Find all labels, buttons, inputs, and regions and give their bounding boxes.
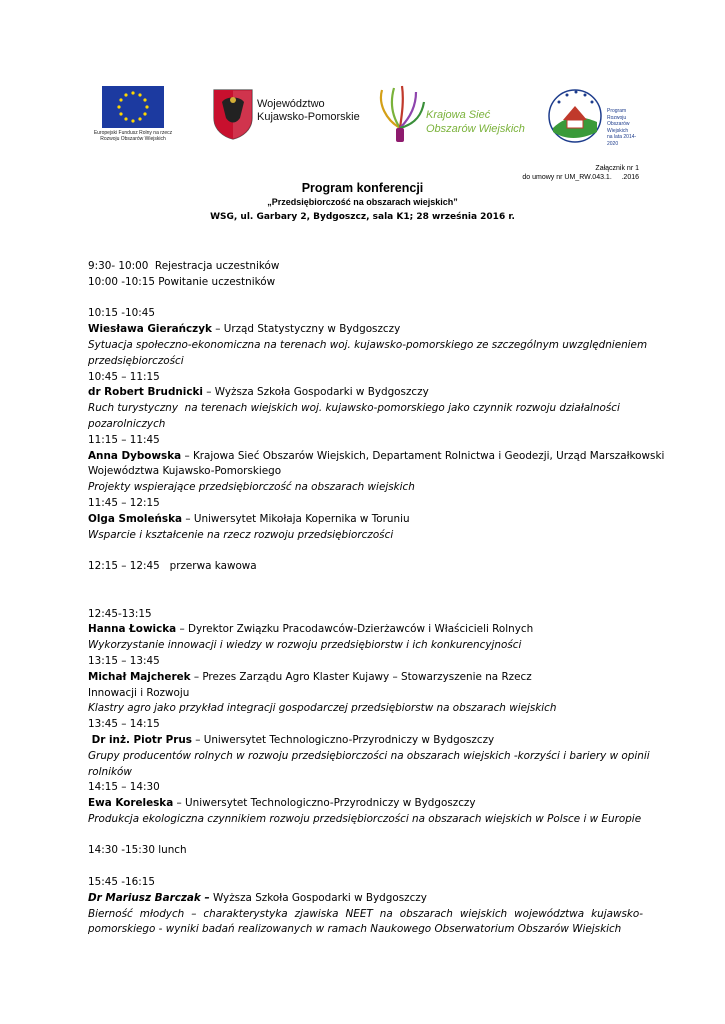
session-speaker-line [88, 449, 665, 465]
session-topic: Wsparcie i kształcenie na rzecz rozwoju przedsiębiorczości [88, 528, 394, 541]
speaker-affiliation: Wyższa Szkoła Gospodarki w Bydgoszczy [209, 891, 427, 904]
speaker-affiliation: – Uniwersytet Technologiczno-Przyrodniczy w Bydgoszczy [173, 797, 476, 810]
speaker-name: Hanna Łowicka [88, 623, 177, 636]
prow-emblem-icon [545, 86, 605, 144]
session-topic: Klastry agro jako przykład integracji gospodarczej przedsiębiorstw na obszarach wiejskich [88, 702, 557, 715]
ksow-name: Krajowa Sieć Obszarów Wiejskich [426, 109, 525, 135]
session-topic-cont: pomorskiego - wyniki badań realizowanych w ramach Naukowego Obserwatorium Obszarów Wiejskich [88, 923, 622, 936]
conference-subtitle: „Przedsiębiorczość na obszarach wiejskich” [267, 197, 458, 207]
session-topic: Ruch turystyczny na terenach wiejskich woj. kujawsko-pomorskiego jako czynnik rozwoju działalności [88, 402, 620, 415]
session-topic: Grupy producentów rolnych w rozwoju przedsiębiorczości na obszarach wiejskich -korzyści i bariery w opinii [88, 749, 650, 762]
session-topic-cont: rolników [88, 765, 132, 778]
session-time: 13:45 – 14:15 [88, 718, 160, 731]
eu-flag-icon [102, 86, 164, 128]
eu-caption: Europejski Fundusz Rolny na rzecz Rozwoju Obszarów Wiejskich [93, 130, 173, 142]
speaker-name: Dr Mariusz Barczak – [88, 891, 210, 904]
speaker-affiliation: – Dyrektor Związku Pracodawców-Dzierżawców i Właścicieli Rolnych [176, 623, 534, 636]
session-topic: Wykorzystanie innowacji i wiedzy w rozwoju przedsiębiorstw i ich konkurencyjności [88, 639, 522, 652]
session-time: 11:15 – 11:45 [88, 433, 160, 446]
speaker-name: Ewa Koreleska [88, 797, 174, 810]
speaker-affiliation: – Uniwersytet Technologiczno-Przyrodniczy w Bydgoszczy [191, 733, 495, 746]
venue-line: WSG, ul. Garbary 2, Bydgoszcz, sala K1; 28 września 2016 r. [210, 212, 515, 222]
session-time: 13:15 – 13:45 [88, 654, 160, 667]
speaker-affiliation-cont: Województwa Kujawsko-Pomorskiego [88, 465, 282, 478]
speaker-name: Michał Majcherek [88, 670, 191, 683]
ksow-flower-icon [372, 84, 428, 144]
session-time: 10:45 – 11:15 [88, 370, 160, 383]
session-speaker-line [88, 891, 643, 907]
speaker-name: Wiesława Gierańczyk [88, 323, 212, 336]
speaker-affiliation: – Krajowa Sieć Obszarów Wiejskich, Departament Rolnictwa i Geodezji, Urząd Marszałkowski [181, 449, 665, 462]
session-speaker-line [88, 322, 643, 338]
program-content [88, 259, 665, 938]
speaker-affiliation: – Wyższa Szkoła Gospodarki w Bydgoszczy [202, 386, 429, 399]
voivodeship-name: Województwo Kujawsko-Pomorskie [257, 98, 360, 123]
speaker-name: Anna Dybowska [88, 449, 182, 462]
session-topic-cont: pozarolniczych [88, 417, 166, 430]
voivodeship-logo [212, 88, 360, 145]
session-speaker-line [88, 622, 643, 638]
speaker-name: dr Robert Brudnicki [88, 386, 203, 399]
session-time: 12:45-13:15 [88, 607, 152, 620]
session-time: 14:15 – 14:30 [88, 781, 160, 794]
session-topic: Projekty wspierające przedsiębiorczość na obszarach wiejskich [88, 481, 415, 494]
eu-logo [88, 86, 178, 142]
session-topic: Produkcja ekologiczna czynnikiem rozwoju przedsiębiorczości na obszarach wiejskich w Polsce i w Europie [88, 812, 642, 825]
session-topic: Bierność młodych – charakterystyka zjawiska NEET na obszarach wiejskich województwa kujawsko- [88, 907, 643, 920]
coffee-break: 12:15 – 12:45 przerwa kawowa [88, 560, 257, 573]
session-speaker-line [88, 512, 643, 528]
session-speaker-line [88, 385, 643, 401]
speaker-name: Olga Smoleńska [88, 512, 183, 525]
session-speaker-line [88, 733, 643, 749]
page-title: Program konferencji [301, 181, 424, 195]
session-speaker-line [88, 796, 643, 812]
prow-name: Program Rozwoju Obszarów Wiejskich na lata 2014-2020 [607, 108, 637, 147]
session-time: 10:15 -10:45 [88, 307, 155, 320]
prow-logo [545, 86, 637, 149]
opening-welcome: 10:00 -10:15 Powitanie uczestników [88, 275, 276, 288]
speaker-name: Dr inż. Piotr Prus [88, 733, 192, 746]
logo-bar [0, 80, 725, 150]
coat-of-arms-icon [212, 88, 254, 140]
session-topic: Sytuacja społeczno-ekonomiczna na terenach woj. kujawsko-pomorskiego ze szczególnym uwzględnieniem [88, 338, 648, 351]
speaker-affiliation: – Prezes Zarządu Agro Klaster Kujawy – Stowarzyszenie na Rzecz [190, 670, 532, 683]
lunch-break: 14:30 -15:30 lunch [88, 844, 187, 857]
session-speaker-line [88, 670, 643, 686]
speaker-affiliation-cont: Innowacji i Rozwoju [88, 686, 190, 699]
annex-note [522, 164, 639, 182]
annex-line-1: Załącznik nr 1 [595, 165, 639, 172]
session-topic-cont: przedsiębiorczości [88, 354, 184, 367]
session-time: 11:45 – 12:15 [88, 496, 160, 509]
annex-line-2: do umowy nr UM_RW.043.1. .2016 [522, 174, 639, 181]
speaker-affiliation: – Uniwersytet Mikołaja Kopernika w Toruniu [182, 512, 410, 525]
opening-registration: 9:30- 10:00 Rejestracja uczestników [88, 260, 280, 272]
speaker-affiliation: – Urząd Statystyczny w Bydgoszczy [211, 323, 401, 336]
ksow-logo [372, 84, 525, 149]
session-time: 15:45 -16:15 [88, 876, 155, 889]
